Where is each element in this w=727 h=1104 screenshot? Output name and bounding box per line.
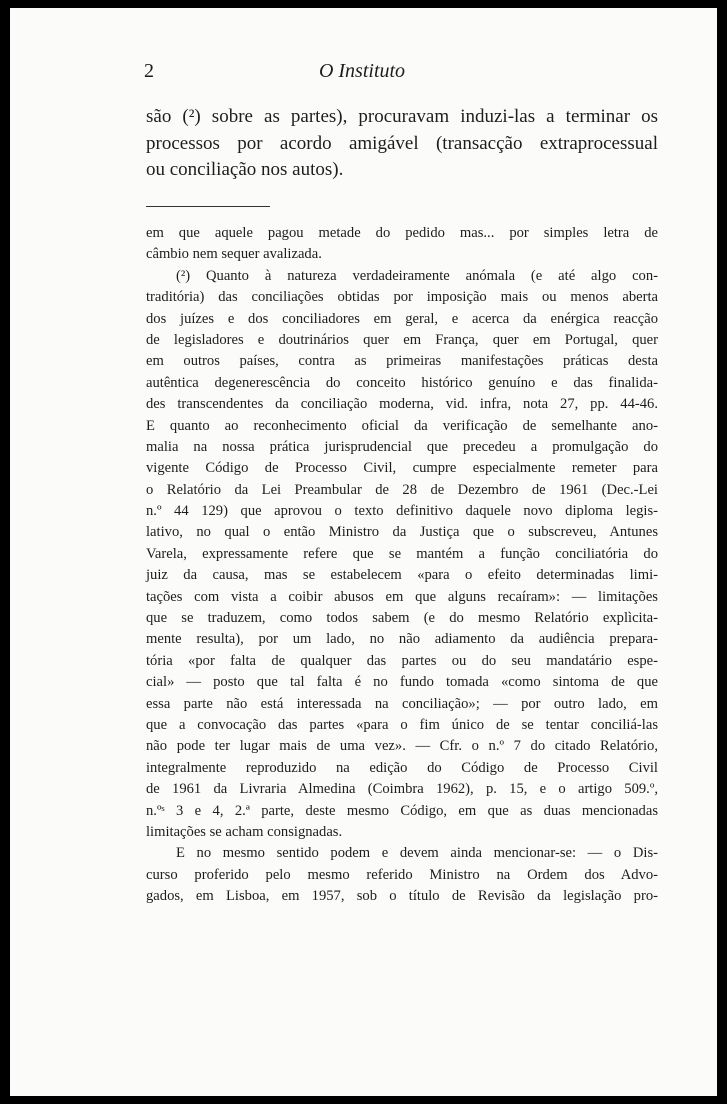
book-page <box>10 8 717 1096</box>
main-text-line: ou conciliação nos autos). <box>146 159 344 180</box>
footnote-line: em que aquele pagou metade do pedido mas... por simples letra de <box>146 225 658 241</box>
footnote-line: dos juízes e dos conciliadores em geral, e acerca da enérgica reacção <box>146 310 658 327</box>
footnote-line: não pode ter lugar mais de uma vez». — Cfr. o n.º 7 do citado Relatório, <box>146 738 658 755</box>
footnote-line: que se traduzem, como todos sabem (e do mesmo Relatório explìcita- <box>146 610 658 627</box>
page-number: 2 <box>144 60 154 82</box>
footnote-line: tações com vista a coibir abusos em que alguns recaíram»: — limitações <box>146 588 658 605</box>
footnote-line: em outros países, contra as primeiras manifestações práticas desta <box>146 353 658 370</box>
main-text-line: são (²) sobre as partes), procuravam induzi-las a terminar os <box>146 106 658 127</box>
page-header <box>144 60 580 90</box>
footnote-line: E no mesmo sentido podem e devem ainda mencionar-se: — o Dis- <box>176 845 658 862</box>
running-title: O Instituto <box>318 60 406 82</box>
footnote-line: de 1961 da Livraria Almedina (Coimbra 1962), p. 15, e o artigo 509.º, <box>146 781 658 798</box>
footnote-line: tória «por falta de qualquer das partes ou do seu mandatário espe- <box>146 652 658 669</box>
footnote-line: lativo, no qual o então Ministro da Justiça que o subscreveu, Antunes <box>146 524 658 541</box>
footnote-line: o Relatório da Lei Preambular de 28 de Dezembro de 1961 (Dec.-Lei <box>146 481 658 498</box>
footnote-line: vigente Código de Processo Civil, cumpre especialmente remeter para <box>146 460 658 477</box>
footnote-line: juiz da causa, mas se estabelecem «para o efeito determinadas limi- <box>146 567 658 584</box>
footnotes <box>146 223 658 908</box>
footnote-line: autêntica degenerescência do conceito histórico genuíno e das finalida- <box>146 374 658 391</box>
main-text <box>146 104 658 184</box>
footnote-line: n.ºˢ 3 e 4, 2.ª parte, deste mesmo Código, em que as duas mencionadas <box>146 802 658 819</box>
footnote-line: traditória) das conciliações obtidas por imposição mais ou menos aberta <box>146 289 658 306</box>
footnote-line: gados, em Lisboa, em 1957, sob o título de Revisão da legislação pro- <box>146 888 658 905</box>
footnote-line: integralmente reproduzido na edição do Código de Processo Civil <box>146 759 658 776</box>
footnote-separator <box>146 206 270 207</box>
footnote-line: que a convocação das partes «para o fim único de se tentar conciliá-las <box>146 716 658 733</box>
footnote-line: E quanto ao reconhecimento oficial da verificação de semelhante ano- <box>146 417 658 434</box>
footnote-line: Varela, expressamente refere que se mantém a função conciliatória do <box>146 545 658 562</box>
footnote-line: des transcendentes da conciliação moderna, vid. infra, nota 27, pp. 44-46. <box>146 396 658 413</box>
footnote-line: câmbio nem sequer avalizada. <box>146 246 322 263</box>
footnote-line: de legisladores e doutrinários quer em França, quer em Portugal, quer <box>146 331 658 348</box>
footnote-line: n.º 44 129) que aprovou o texto definitivo daquele novo diploma legis- <box>146 503 658 520</box>
footnote-line: malia na nossa prática jurisprudencial que precedeu a promulgação do <box>146 438 658 455</box>
footnote-line: mente resulta), por um lado, no não adiamento da audiência prepara- <box>146 631 658 648</box>
footnote-line: (²) Quanto à natureza verdadeiramente anómala (e até algo con- <box>176 267 658 284</box>
footnote-line: curso proferido pelo mesmo referido Ministro na Ordem dos Advo- <box>146 866 658 883</box>
footnote-line: essa parte não está interessada na conciliação»; — por outro lado, em <box>146 695 658 712</box>
footnote-line: cial» — posto que tal falta é no fundo tomada «como sintoma de que <box>146 674 658 691</box>
footnote-line: limitações se acham consignadas. <box>146 823 343 840</box>
main-text-line: processos por acordo amigável (transacção extraprocessual <box>146 132 658 154</box>
